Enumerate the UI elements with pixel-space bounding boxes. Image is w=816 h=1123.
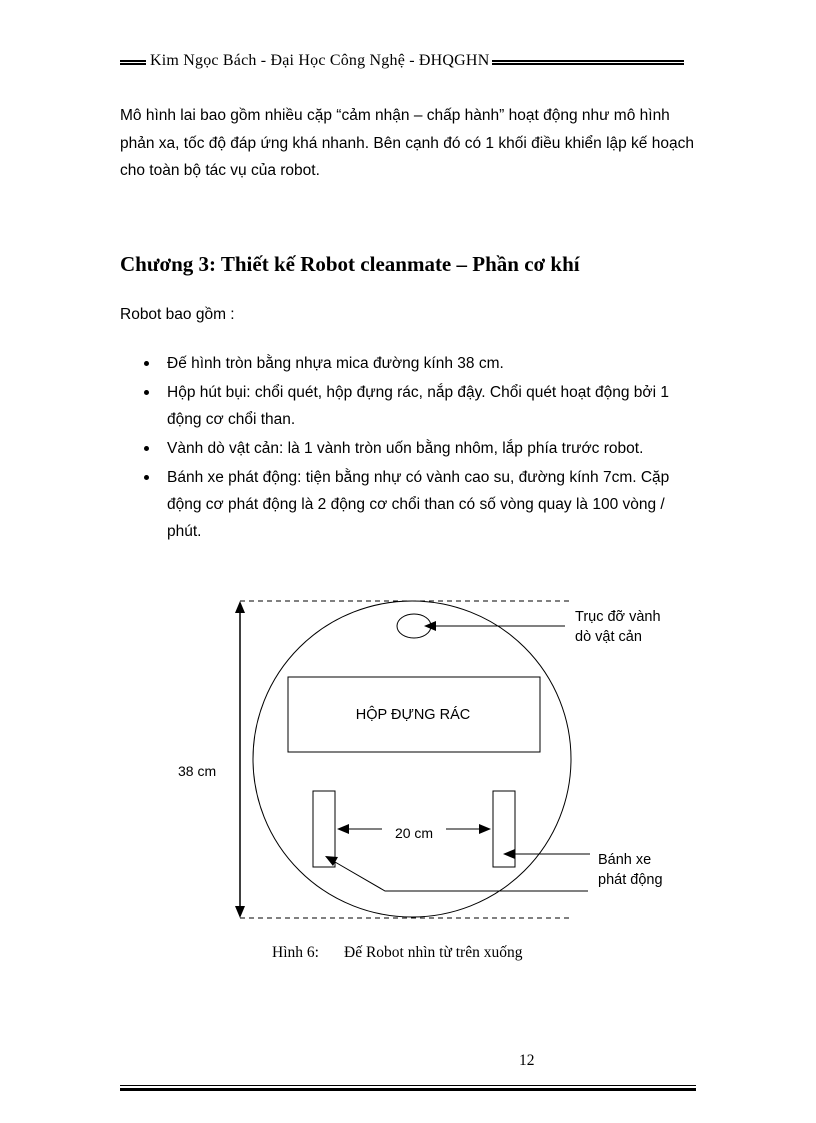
left-wheel: [313, 791, 335, 867]
list-item-line: Hộp hút bụi: chổi quét, hộp đựng rác, nắp đậy. Chổi quét hoạt động bởi 1: [167, 384, 669, 401]
diameter-label: 38 cm: [178, 763, 217, 779]
wheel-label-line-1: Bánh xe: [598, 852, 652, 868]
bumper-label-line-2: dò vật cản: [575, 629, 642, 645]
paragraph-line: phản xa, tốc độ đáp ứng khá nhanh. Bên cạnh đó có 1 khối điều khiển lập kế hoạch: [120, 134, 694, 152]
wheel-label-line-2: phát động: [598, 872, 663, 888]
paragraph-line: Mô hình lai bao gồm nhiều cặp “cảm nhận – chấp hành” hoạt động như mô hình: [120, 107, 670, 124]
arrow-left-icon: [503, 849, 515, 859]
page-number: 12: [519, 1052, 535, 1069]
list-item-line: Bánh xe phát động: tiện bằng nhự có vành cao su, đường kính 7cm. Cặp: [167, 469, 670, 486]
list-item-line: động cơ phát động là 2 động cơ chổi than có số vòng quay là 100 vòng /: [167, 496, 665, 513]
arrow-left-icon: [337, 824, 349, 834]
footer-rule: [120, 1085, 696, 1091]
figure-caption-text: Đế Robot nhìn từ trên xuống: [344, 944, 523, 961]
list-item-line: Đế hình tròn bằng nhựa mica đường kính 38 cm.: [167, 355, 504, 372]
arrow-right-icon: [479, 824, 491, 834]
figure-caption: [272, 944, 522, 962]
paragraph-line: cho toàn bộ tác vụ của robot.: [120, 162, 320, 179]
arrow-down-icon: [235, 906, 245, 918]
figure-number: Hình 6:: [272, 944, 319, 961]
running-header: Kim Ngọc Bách - Đại Học Công Nghệ - ĐHQGHN: [150, 52, 490, 69]
dust-bin-label: HỘP ĐỰNG RÁC: [355, 707, 471, 723]
robot-base-circle: [253, 601, 571, 917]
arrow-up-icon: [235, 601, 245, 613]
wheel-gap-label: 20 cm: [394, 825, 434, 841]
list-item-line: động cơ chổi than.: [167, 411, 296, 428]
list-item-line: Vành dò vật cản: là 1 vành tròn uốn bằng nhôm, lắp phía trước robot.: [167, 440, 644, 457]
left-wheel-pointer-line: [335, 862, 588, 891]
bumper-label-line-1: Trục đỡ vành: [575, 609, 661, 625]
intro-text: Robot bao gồm :: [120, 306, 235, 323]
list-item-line: phút.: [167, 523, 202, 540]
chapter-title: Chương 3: Thiết kế Robot cleanmate – Phần cơ khí: [120, 252, 580, 276]
arrow-up-left-icon: [325, 856, 338, 866]
